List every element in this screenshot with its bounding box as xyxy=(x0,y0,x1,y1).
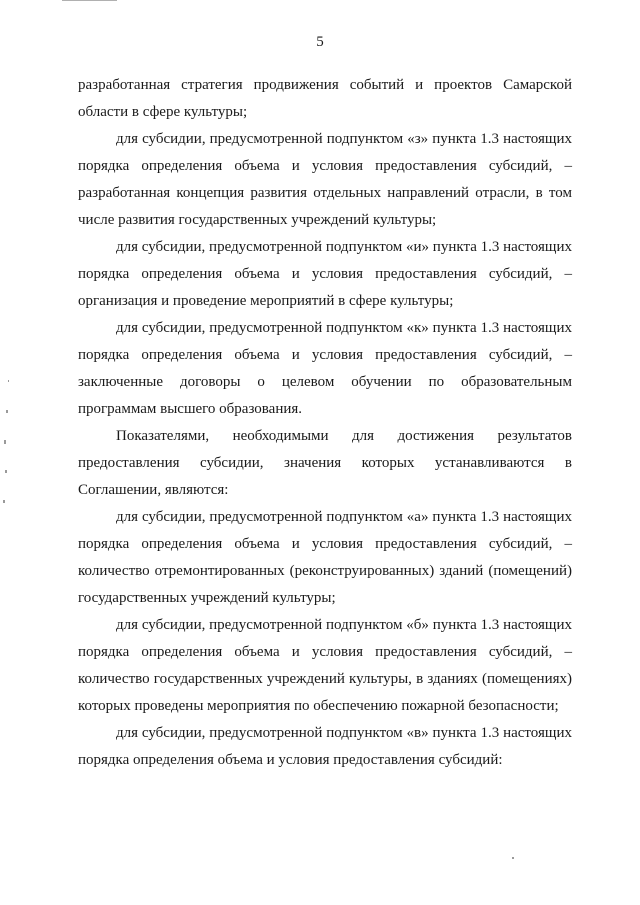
scan-speck xyxy=(8,380,9,382)
paragraph-1: разработанная стратегия продвижения событий и проектов Самарской области в сфере культуры; xyxy=(78,77,572,120)
scan-speck xyxy=(3,500,5,503)
page-number: 5 xyxy=(316,34,324,50)
scan-top-rule xyxy=(62,0,117,1)
paragraph-2: для субсидии, предусмотренной подпунктом «з» пункта 1.3 настоящих порядка определения объема и условия предоставления субсидий, – разработанная концепция развития отдельных направлений отрасли, в том числе развития государственных учреждений культуры; xyxy=(78,131,572,228)
paragraph-3: для субсидии, предусмотренной подпунктом «и» пункта 1.3 настоящих порядка определения объема и условия предоставления субсидий, – организация и проведение мероприятий в сфере культуры; xyxy=(78,239,572,309)
paragraph-5: Показателями, необходимыми для достижения результатов предоставления субсидии, значения которых устанавливаются в Соглашении, являются: xyxy=(78,428,572,498)
paragraph-6: для субсидии, предусмотренной подпунктом «а» пункта 1.3 настоящих порядка определения объема и условия предоставления субсидий, – количество отремонтированных (реконструированных) зданий (помещений) государственных учреждений культуры; xyxy=(78,509,572,606)
scan-speck xyxy=(5,470,7,473)
scan-speck xyxy=(6,410,8,413)
document-body xyxy=(78,72,572,774)
paragraph-4: для субсидии, предусмотренной подпунктом «к» пункта 1.3 настоящих порядка определения объема и условия предоставления субсидий, – заключенные договоры о целевом обучении по образовательным программам высшего образования. xyxy=(78,320,572,417)
paragraph-7: для субсидии, предусмотренной подпунктом «б» пункта 1.3 настоящих порядка определения объема и условия предоставления субсидий, – количество государственных учреждений культуры, в зданиях (помещениях) которых проведены мероприятия по обеспечению пожарной безопасности; xyxy=(78,617,572,714)
scan-speck xyxy=(4,440,6,444)
scan-speck xyxy=(512,857,514,859)
paragraph-8: для субсидии, предусмотренной подпунктом «в» пункта 1.3 настоящих порядка определения объема и условия предоставления субсидий: xyxy=(78,725,572,768)
